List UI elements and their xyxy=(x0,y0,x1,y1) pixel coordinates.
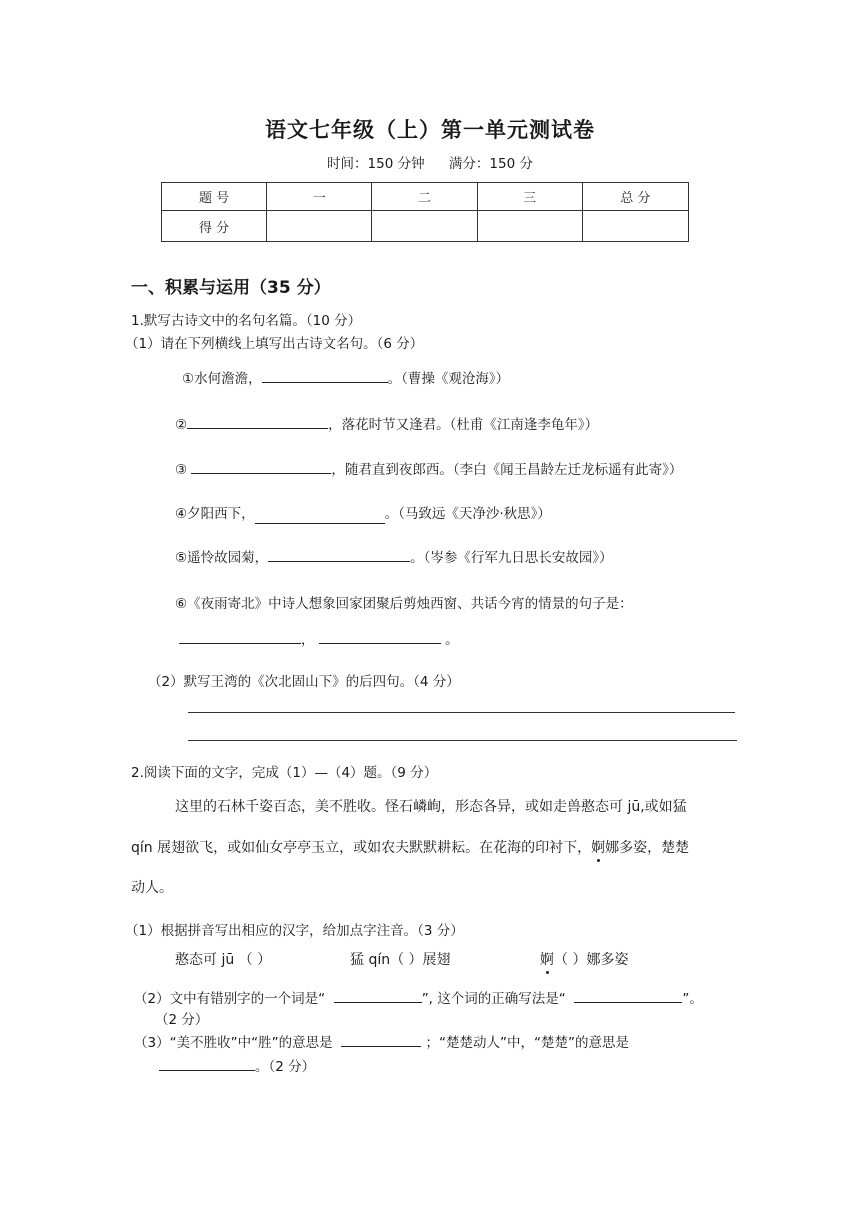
question-2-sub-3-cont xyxy=(159,1055,315,1075)
question-text: ；“楚楚动人”中，“楚楚”的意思是 xyxy=(425,1035,629,1051)
passage-line xyxy=(131,837,689,857)
question-2-sub-2 xyxy=(134,987,703,1007)
exam-meta xyxy=(0,152,860,172)
dotted-character: 婀 xyxy=(591,837,605,857)
answer-blank[interactable] xyxy=(334,988,422,1003)
exam-time: 时间：150 分钟 xyxy=(327,156,425,172)
score-cell[interactable] xyxy=(267,211,372,242)
pinyin-item-text: （ ）娜多姿 xyxy=(554,952,629,968)
section-heading: 一、积累与运用（35 分） xyxy=(131,278,331,298)
answer-blank[interactable] xyxy=(341,1032,421,1047)
question-text: ”。 xyxy=(682,991,703,1007)
poem-item-text: ，落花时节又逢君。（杜甫《江南逢李龟年》） xyxy=(328,417,599,433)
poem-item-text: ② xyxy=(175,417,188,433)
passage-text: 娜多姿，楚楚 xyxy=(605,840,690,856)
poem-item-text: 。（马致远《天净沙·秋思》） xyxy=(384,506,551,522)
score-cell[interactable] xyxy=(582,211,688,242)
answer-blank[interactable] xyxy=(179,629,301,644)
passage-text: qín 展翅欲飞，或如仙女亭亭玉立，或如农夫默默耕耘。在花海的印衬下， xyxy=(131,840,592,856)
question-1-title: 1.默写古诗文中的名句名篇。（10 分） xyxy=(131,313,362,329)
question-text: （2）文中有错别字的一个词是“ xyxy=(134,991,326,1007)
pinyin-item-ju: 憨态可 jū （ ） xyxy=(175,952,272,968)
page-title: 语文七年级（上）第一单元测试卷 xyxy=(265,118,595,142)
answer-blank[interactable] xyxy=(191,459,331,474)
score-header-cell: 题 号 xyxy=(162,183,267,211)
poem-item-3 xyxy=(175,458,682,478)
poem-item-6-answer xyxy=(179,628,459,648)
exam-full-score: 满分：150 分 xyxy=(448,156,533,172)
answer-blank[interactable] xyxy=(187,414,328,429)
passage-line: 动人。 xyxy=(131,880,173,896)
score-header-cell: 总 分 xyxy=(582,183,688,211)
score-cell[interactable] xyxy=(372,211,477,242)
question-text: ”, 这个词的正确写法是“ xyxy=(421,991,566,1007)
answer-line[interactable] xyxy=(188,712,735,713)
score-header-cell: 二 xyxy=(372,183,477,211)
question-2-sub-2-score: （2 分） xyxy=(155,1012,209,1028)
score-header-cell: 一 xyxy=(267,183,372,211)
poem-item-text: ，随君直到夜郎西。（李白《闻王昌龄左迁龙标遥有此寄》） xyxy=(331,462,683,478)
answer-line[interactable] xyxy=(188,740,737,741)
question-text: （3）“美不胜收”中“胜”的意思是 xyxy=(134,1035,333,1051)
period: 。 xyxy=(445,632,459,648)
pinyin-item-e xyxy=(540,949,628,969)
question-text: 。（2 分） xyxy=(255,1059,316,1075)
question-2-title: 2.阅读下面的文字，完成（1）—（4）题。（9 分） xyxy=(131,765,438,781)
score-row-label: 得 分 xyxy=(162,211,267,242)
poem-item-6: ⑥《夜雨寄北》中诗人想象回家团聚后剪烛西窗、共话今宵的情景的句子是： xyxy=(175,596,633,612)
poem-item-5 xyxy=(175,546,613,566)
separator: ， xyxy=(301,632,315,648)
poem-item-text: ③ xyxy=(175,462,192,478)
poem-item-2 xyxy=(175,413,598,433)
poem-item-1 xyxy=(182,367,509,387)
poem-item-text: ①水何澹澹， xyxy=(182,371,262,387)
passage-line: 这里的石林千姿百态，美不胜收。怪石嶙峋，形态各异，或如走兽憨态可 jū,或如猛 xyxy=(175,799,687,815)
poem-item-text: ⑤遥怜故园菊， xyxy=(175,550,269,566)
poem-item-4 xyxy=(175,502,551,524)
pinyin-item-qin: 猛 qín（ ）展翅 xyxy=(350,952,451,968)
answer-blank[interactable] xyxy=(262,368,388,383)
score-table-score-row xyxy=(162,211,689,242)
poem-item-text: 。（曹操《观沧海》） xyxy=(387,371,510,387)
score-header-cell: 三 xyxy=(477,183,582,211)
dotted-character: 婀 xyxy=(540,949,554,969)
poem-item-text: 。（岑参《行军九日思长安故园》） xyxy=(410,550,613,566)
score-cell[interactable] xyxy=(477,211,582,242)
score-table xyxy=(161,182,689,242)
score-table-header-row xyxy=(162,183,689,211)
question-2-sub-3 xyxy=(134,1031,629,1051)
answer-blank[interactable] xyxy=(319,629,441,644)
answer-blank[interactable] xyxy=(159,1056,255,1071)
question-1-sub-2: （2）默写王湾的《次北固山下》的后四句。（4 分） xyxy=(148,674,460,690)
answer-blank[interactable] xyxy=(268,547,410,562)
answer-blank[interactable] xyxy=(255,503,385,524)
question-1-sub-1: （1）请在下列横线上填写出古诗文名句。（6 分） xyxy=(125,336,424,352)
poem-item-text: ④夕阳西下， xyxy=(175,506,255,522)
answer-blank[interactable] xyxy=(574,988,682,1003)
question-2-sub-1: （1）根据拼音写出相应的汉字，给加点字注音。（3 分） xyxy=(125,923,464,939)
